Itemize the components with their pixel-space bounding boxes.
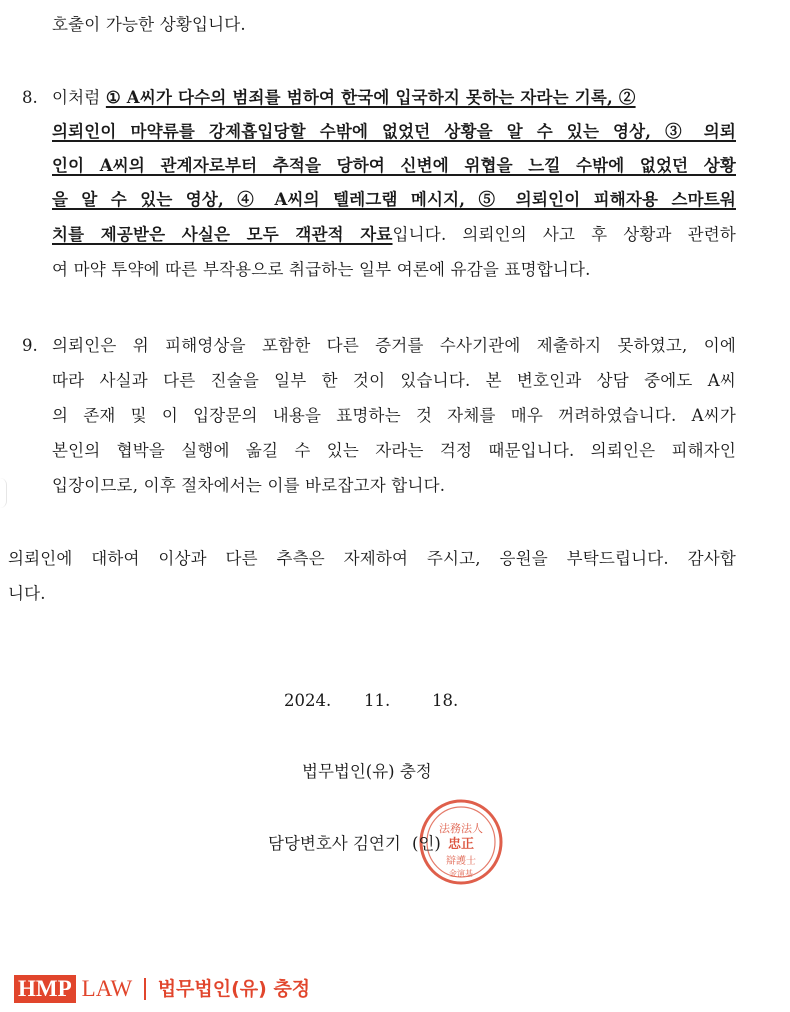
svg-text:法務法人: 法務法人 — [439, 822, 483, 835]
para8-line5-bold: 치를 제공받은 사실은 모두 객관적 자료 — [52, 225, 393, 244]
para9-line1: 의뢰인은 위 피해영상을 포함한 다른 증거를 수사기관에 제출하지 못하였고, 이에 — [52, 336, 736, 355]
signatory — [268, 832, 441, 856]
para8-line6: 여 마약 투약에 따른 부작용으로 취급하는 일부 여론에 유감을 표명합니다. — [52, 260, 591, 279]
para8-line3 — [52, 154, 736, 178]
para9-line4: 본인의 협박을 실행에 옮길 수 있는 자라는 걱정 때문입니다. 의뢰인은 피해자인 — [52, 441, 736, 460]
seal-mark: (인) — [412, 834, 441, 853]
para8-line1-bold: ① A씨가 다수의 범죄를 범하여 한국에 입국하지 못하는 자라는 기록, ② — [105, 88, 636, 107]
closing-line2: 니다. — [8, 584, 46, 603]
para8-line1 — [52, 86, 636, 110]
date-year: 2024. — [284, 691, 332, 710]
logo-law-text: LAW — [81, 976, 133, 1001]
closing-line1: 의뢰인에 대하여 이상과 다른 추측은 자제하여 주시고, 응원을 부탁드립니다. 감사합 — [8, 549, 736, 568]
svg-text:忠正: 忠正 — [447, 837, 475, 852]
para8-line3-bold: 인이 A씨의 관계자로부터 추적을 당하여 신변에 위협을 느낄 수밖에 없었던 상황 — [52, 156, 736, 175]
svg-text:金演基: 金演基 — [449, 869, 473, 878]
para9-line5: 입장이므로, 이후 절차에서는 이를 바로잡고자 합니다. — [52, 476, 446, 495]
para8-line5 — [52, 223, 736, 247]
para8-number: 8. — [22, 88, 38, 107]
logo-hmp-box: HMP — [14, 975, 76, 1003]
para8-line1-prefix: 이처럼 — [52, 88, 106, 107]
firm-name: 법무법인(유) 충정 — [302, 762, 432, 781]
para8-line4-bold: 을 알 수 있는 영상, ④ A씨의 텔레그램 메시지, ⑤ 의뢰인이 피해자용 스마트워 — [52, 190, 736, 209]
para9-number: 9. — [22, 336, 38, 355]
intro-line: 호출이 가능한 상황입니다. — [52, 15, 246, 34]
date-day: 18. — [432, 691, 459, 710]
footer-logo — [14, 973, 310, 1005]
logo-firm-name: 법무법인(유) 충정 — [157, 978, 311, 1000]
svg-text:辯護士: 辯護士 — [446, 856, 476, 867]
para8-line4 — [52, 188, 736, 212]
para9-line2: 따라 사실과 다른 진술을 일부 한 것이 있습니다. 본 변호인과 상담 중에도 A씨 — [52, 371, 736, 390]
date-month: 11. — [364, 691, 391, 710]
para9-line3: 의 존재 및 이 입장문의 내용을 표명하는 것 자체를 매우 꺼려하였습니다. A씨가 — [52, 406, 736, 425]
signatory-name: 담당변호사 김연기 — [268, 834, 401, 853]
para8-line5-rest: 입니다. 의뢰인의 사고 후 상황과 관련하 — [392, 225, 736, 244]
para8-line2-bold: 의뢰인이 마약류를 강제흡입당할 수밖에 없었던 상황을 알 수 있는 영상, ③ 의뢰 — [52, 122, 736, 141]
page-edge-mark — [0, 478, 7, 508]
para8-line2 — [52, 120, 736, 144]
logo-divider — [144, 978, 146, 1000]
